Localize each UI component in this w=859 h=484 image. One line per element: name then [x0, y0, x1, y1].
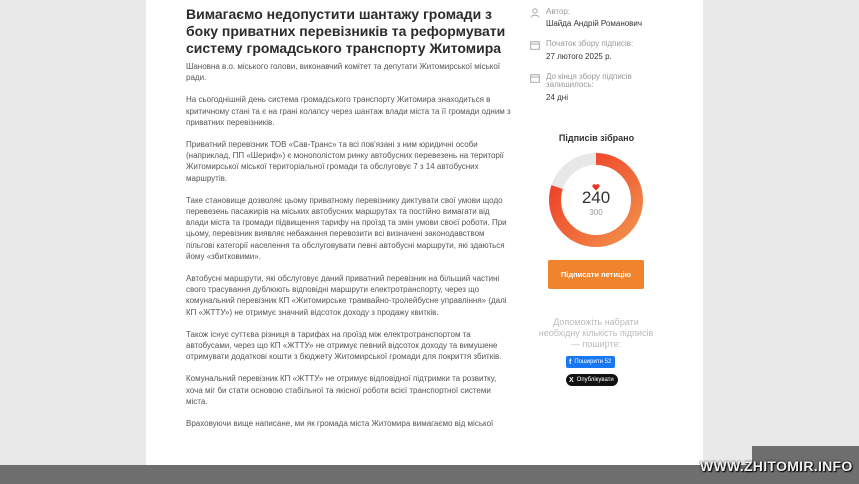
sign-petition-button[interactable]: Підписати петицію	[548, 260, 644, 289]
author-value: Шайда Андрій Романович	[546, 19, 643, 28]
facebook-icon: f	[569, 358, 572, 366]
facebook-share-label: Поширити 52	[574, 359, 612, 365]
petition-paragraph: Таке становище дозволяє цьому приватному перевізнику диктувати свої умови щодо перевезень пасажирів на міських автобусних маршрутах та постійно вимагати від влади міста та громади підвищення тарифу на проїзд та змін умови своєї роботи. При цьому, перевізник виявляє небажання перевозити всі визначені законодавством пільгові категорії населення та обслуговувати певні автобусні маршрути, які здаються йому «збитковими».	[186, 195, 507, 261]
remaining-label-2: залишилось:	[546, 80, 594, 89]
petition-paragraph: Враховуючи вище написане, ми як громада міста Житомира вимагаємо від міської	[186, 419, 494, 429]
signatures-goal: 300	[589, 208, 603, 217]
user-icon	[530, 8, 540, 18]
x-share-label: Опублікувати	[576, 377, 614, 383]
signature-progress-ring	[548, 152, 644, 248]
start-date-label: Початок збору підписів:	[546, 39, 634, 48]
remaining-value: 24 дні	[546, 93, 568, 102]
calendar-icon	[530, 73, 540, 83]
facebook-share-button[interactable]	[566, 356, 615, 368]
petition-paragraph: Також існує суттєва різниця в тарифах на проїзд між електротранспортом та автобусами, через що КП «ЖТТУ» не отримує певний відсоток доходу та вимушене отримувати додаткові кошти з бюджету Житомирської громади для покриття збитків.	[186, 329, 502, 362]
share-help-text: Допоможіть набрати необхідну кількість підписів — поширте:	[538, 317, 654, 349]
petition-body	[186, 61, 514, 440]
petition-paragraph: Автобусні маршрути, які обслуговує даний приватний перевізник на більший частині свого трасування дублюють відповідні маршрути електротранспорту, через що комунальний перевізник КП «Житомирське трамвайно-тролейбусне управління» (далі КП «ЖТТУ») не отримує значний відсоток доходу з продажу квитків.	[186, 274, 507, 317]
petition-title: Вимагаємо недопустити шантажу громади з боку приватних перевізників та реформувати систему громадського транспорту Житомира	[186, 6, 506, 56]
remaining-label: До кінця збору підписів	[546, 72, 632, 81]
x-icon: X	[569, 376, 574, 384]
petition-paragraph: Шановна в.о. міського голови, виконавчий комітет та депутати Житомирської міської ради.	[186, 62, 500, 83]
petition-paragraph: На сьогоднішній день система громадського транспорту Житомира знаходиться в критичному стані та є на грані колапсу через шантаж влади міста та її громади одним з приватних перевізників.	[186, 95, 511, 127]
petition-paragraph: Комунальний перевізник КП «ЖТТУ» не отримує відповідної підтримки та розвитку, хоча міг би стати основою стабільної та якісної роботи всієї транспортної системи міста.	[186, 374, 497, 406]
author-label: Автор:	[546, 7, 571, 16]
collected-title: Підписів зібрано	[558, 133, 635, 143]
start-date-value: 27 лютого 2025 р.	[546, 52, 612, 61]
petition-paragraph: Приватний перевізник ТОВ «Сав-Транс» та всі пов'язані з ним юридичні особи (наприклад, ПП «Шериф») є монополістом ринку автобусних перевезень на території Житомирської міської територіальної громади та обслуговує 7 з 14 автобусних маршрутів.	[186, 140, 504, 183]
signatures-count: 240	[581, 188, 611, 207]
watermark-logo: WWW.ZHITOMIR.INFO	[700, 458, 853, 474]
calendar-icon	[530, 40, 540, 50]
x-share-button[interactable]	[566, 374, 618, 386]
